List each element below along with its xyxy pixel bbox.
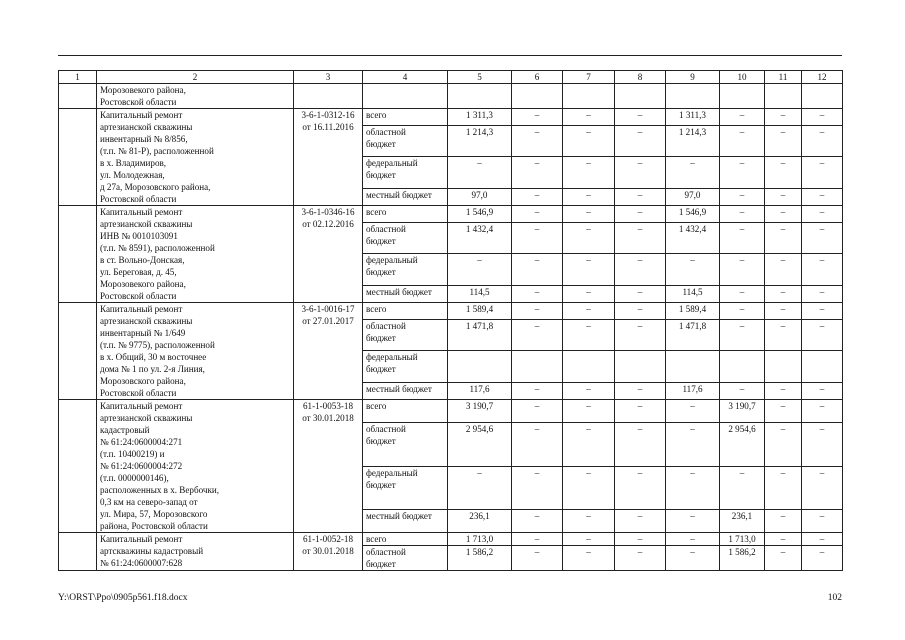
value-cell <box>563 351 615 383</box>
empty-cell <box>563 84 615 109</box>
funding-source-cell <box>363 286 448 303</box>
text-line: бюджет <box>366 138 396 149</box>
text-line: бюджет <box>366 435 396 446</box>
text-line: от 30.01.2018 <box>302 413 354 423</box>
text-line: местный бюджет <box>366 190 432 201</box>
value-cell: – <box>802 510 843 533</box>
value-cell: – <box>666 546 720 571</box>
value-cell: – <box>563 510 615 533</box>
document-code-cell <box>294 206 363 303</box>
text-line: областной <box>366 547 406 557</box>
value-cell: – <box>802 189 843 206</box>
value-cell: – <box>563 222 615 254</box>
text-line: федеральный <box>366 158 418 169</box>
text-line: в ст. Вольно-Донская, <box>100 255 185 265</box>
text-line: № 61:24:0600004:272 <box>100 461 183 471</box>
value-cell: – <box>563 189 615 206</box>
value-cell: 1 546,9 <box>666 206 720 223</box>
value-cell: – <box>720 254 765 286</box>
text-line: от 02.12.2016 <box>302 219 354 229</box>
table-row <box>59 303 843 320</box>
text-line: областной <box>366 320 406 331</box>
value-cell: – <box>720 157 765 189</box>
value-cell: – <box>512 222 563 254</box>
text-line: местный бюджет <box>366 511 432 522</box>
value-cell: – <box>615 189 666 206</box>
value-cell: – <box>720 319 765 351</box>
value-cell: – <box>512 109 563 126</box>
funding-source-cell <box>363 206 448 223</box>
funding-source-cell <box>363 510 448 533</box>
value-cell: 1 713,0 <box>448 533 512 546</box>
value-cell: – <box>512 533 563 546</box>
value-cell: – <box>765 319 802 351</box>
document-code-cell <box>294 533 363 571</box>
text-line: Капитальный ремонт <box>100 534 183 544</box>
text-line: федеральный <box>366 255 418 266</box>
funding-source-cell <box>363 319 448 351</box>
value-cell: – <box>512 157 563 189</box>
value-cell: – <box>765 466 802 510</box>
value-cell <box>615 351 666 383</box>
text-line: Капитальный ремонт <box>100 207 183 217</box>
text-line: Морозовекого района, <box>100 279 186 289</box>
value-cell: – <box>512 466 563 510</box>
value-cell: 1 432,4 <box>448 222 512 254</box>
value-cell: – <box>765 303 802 320</box>
value-cell <box>666 351 720 383</box>
text-line: (т.п. № 9775), расположенной <box>100 340 215 350</box>
page-number: 102 <box>827 593 842 603</box>
value-cell: – <box>563 206 615 223</box>
value-cell: – <box>615 222 666 254</box>
value-cell <box>765 351 802 383</box>
text-line: всего <box>366 110 387 120</box>
text-line: артезианской скважины <box>100 219 193 229</box>
text-line: бюджет <box>366 479 396 490</box>
empty-cell <box>615 84 666 109</box>
value-cell: – <box>720 383 765 400</box>
value-cell: – <box>666 533 720 546</box>
value-cell: – <box>720 303 765 320</box>
index-cell <box>59 400 97 533</box>
empty-cell <box>666 84 720 109</box>
value-cell: – <box>512 546 563 571</box>
text-line: Морозовского района, <box>100 376 186 386</box>
funding-source-cell <box>363 466 448 510</box>
header-row <box>59 71 843 84</box>
value-cell: 1 589,4 <box>448 303 512 320</box>
value-cell: – <box>666 466 720 510</box>
value-cell <box>802 351 843 383</box>
text-line: ул. Береговая, д. 45, <box>100 267 177 277</box>
value-cell: – <box>666 254 720 286</box>
value-cell: – <box>765 286 802 303</box>
value-cell: 1 589,4 <box>666 303 720 320</box>
column-number: 12 <box>802 71 843 84</box>
text-line: от 27.01.2017 <box>302 316 354 326</box>
value-cell: – <box>802 222 843 254</box>
value-cell: – <box>802 286 843 303</box>
value-cell: 114,5 <box>448 286 512 303</box>
text-line: инвентарный № 8/856, <box>100 134 188 144</box>
text-line: бюджет <box>366 559 396 569</box>
value-cell: – <box>802 254 843 286</box>
value-cell: 2 954,6 <box>448 422 512 466</box>
description-cell <box>97 400 294 533</box>
value-cell: – <box>563 157 615 189</box>
text-line: (т.п. 0000000146), <box>100 473 169 483</box>
text-line: артезианской скважины <box>100 413 193 423</box>
value-cell: – <box>765 510 802 533</box>
column-number: 3 <box>294 71 363 84</box>
value-cell: – <box>720 125 765 157</box>
value-cell: – <box>512 189 563 206</box>
text-line: ул. Молодежная, <box>100 170 165 180</box>
table-row <box>59 206 843 223</box>
value-cell: – <box>615 206 666 223</box>
description-cell <box>97 303 294 400</box>
text-line: Ростовской области <box>100 388 177 398</box>
value-cell: – <box>563 109 615 126</box>
funding-source-cell <box>363 109 448 126</box>
value-cell: 1 311,3 <box>666 109 720 126</box>
value-cell: 97,0 <box>448 189 512 206</box>
empty-cell <box>802 84 843 109</box>
text-line: 0,3 км на северо-запад от <box>100 497 198 507</box>
column-number: 5 <box>448 71 512 84</box>
budget-table <box>58 70 843 571</box>
text-line: ул. Мира, 57, Морозовского <box>100 509 208 519</box>
value-cell <box>448 351 512 383</box>
value-cell: – <box>512 286 563 303</box>
funding-source-cell <box>363 533 448 546</box>
value-cell: 1 546,9 <box>448 206 512 223</box>
text-line: бюджет <box>366 267 396 278</box>
funding-source-cell <box>363 254 448 286</box>
text-line: № 61:24:0600007:628 <box>100 558 183 568</box>
empty-cell <box>720 84 765 109</box>
value-cell: – <box>802 303 843 320</box>
value-cell: – <box>563 466 615 510</box>
value-cell: – <box>802 125 843 157</box>
text-line: от 16.11.2016 <box>302 122 354 132</box>
value-cell: – <box>720 109 765 126</box>
value-cell: 117,6 <box>666 383 720 400</box>
value-cell: – <box>615 466 666 510</box>
text-line: областной <box>366 423 406 434</box>
value-cell: – <box>615 422 666 466</box>
value-cell: – <box>615 319 666 351</box>
text-line: бюджет <box>366 364 396 375</box>
funding-source-cell <box>363 222 448 254</box>
value-cell: – <box>563 303 615 320</box>
value-cell: 1 214,3 <box>448 125 512 157</box>
column-number: 6 <box>512 71 563 84</box>
value-cell: – <box>615 157 666 189</box>
text-line: всего <box>366 401 387 411</box>
text-line: района, Ростовской области <box>100 521 208 531</box>
value-cell: – <box>615 109 666 126</box>
column-number: 10 <box>720 71 765 84</box>
value-cell: – <box>765 189 802 206</box>
value-cell: – <box>765 254 802 286</box>
value-cell: – <box>563 383 615 400</box>
document-code-cell <box>294 400 363 533</box>
value-cell: – <box>720 466 765 510</box>
text-line: артскважины кадастровый <box>100 546 204 556</box>
value-cell: 3 190,7 <box>448 400 512 423</box>
value-cell: – <box>666 422 720 466</box>
column-number: 4 <box>363 71 448 84</box>
value-cell: – <box>765 157 802 189</box>
value-cell: – <box>512 125 563 157</box>
empty-cell <box>765 84 802 109</box>
funding-source-cell <box>363 422 448 466</box>
value-cell: – <box>765 125 802 157</box>
value-cell: – <box>563 422 615 466</box>
column-number: 9 <box>666 71 720 84</box>
value-cell: – <box>802 383 843 400</box>
text-line: дома № 1 по ул. 2-я Линия, <box>100 364 205 374</box>
value-cell: – <box>615 303 666 320</box>
value-cell: – <box>512 254 563 286</box>
value-cell: – <box>802 319 843 351</box>
value-cell: – <box>615 286 666 303</box>
text-line: № 61:24:0600004:271 <box>100 437 183 447</box>
value-cell: – <box>512 510 563 533</box>
value-cell: 114,5 <box>666 286 720 303</box>
value-cell: – <box>720 286 765 303</box>
value-cell: 236,1 <box>720 510 765 533</box>
value-cell: – <box>512 422 563 466</box>
value-cell: – <box>563 533 615 546</box>
text-line: (т.п. № 8591), расположенной <box>100 243 215 253</box>
funding-source-cell <box>363 189 448 206</box>
value-cell: – <box>802 206 843 223</box>
text-line: ИНВ № 0010103091 <box>100 231 178 241</box>
value-cell: – <box>563 319 615 351</box>
value-cell: – <box>563 400 615 423</box>
value-cell: 3 190,7 <box>720 400 765 423</box>
text-line: всего <box>366 534 387 544</box>
value-cell: – <box>666 157 720 189</box>
value-cell: – <box>563 254 615 286</box>
empty-cell <box>512 84 563 109</box>
text-line: местный бюджет <box>366 287 432 298</box>
text-line: Капитальный ремонт <box>100 110 183 120</box>
value-cell: – <box>448 466 512 510</box>
value-cell: – <box>563 125 615 157</box>
value-cell: 1 471,8 <box>666 319 720 351</box>
value-cell: – <box>765 546 802 571</box>
column-number: 7 <box>563 71 615 84</box>
text-line: кадастровый <box>100 425 150 435</box>
value-cell: – <box>615 546 666 571</box>
funding-source-cell <box>363 157 448 189</box>
text-line: в х. Общий, 30 м восточнее <box>100 352 207 362</box>
value-cell: – <box>802 466 843 510</box>
text-line: в х. Владимиров, <box>100 158 167 168</box>
text-line: 3-6-1-0016-17 <box>301 304 355 314</box>
value-cell: – <box>448 157 512 189</box>
table-row <box>59 400 843 423</box>
table-row <box>59 109 843 126</box>
value-cell: – <box>615 254 666 286</box>
column-number: 1 <box>59 71 97 84</box>
value-cell: – <box>765 533 802 546</box>
value-cell: – <box>512 400 563 423</box>
value-cell: 117,6 <box>448 383 512 400</box>
text-line: 3-6-1-0312-16 <box>301 110 355 120</box>
value-cell: 1 713,0 <box>720 533 765 546</box>
empty-cell <box>448 84 512 109</box>
value-cell: – <box>512 383 563 400</box>
value-cell: – <box>765 422 802 466</box>
text-line: (т.п. 10400219) и <box>100 449 165 459</box>
funding-source-cell <box>363 125 448 157</box>
text-line: (т.п. № 81-Р), расположенной <box>100 146 214 156</box>
value-cell: – <box>615 400 666 423</box>
value-cell: – <box>765 400 802 423</box>
value-cell: – <box>802 422 843 466</box>
text-line: от 30.01.2018 <box>302 546 354 556</box>
text-line: всего <box>366 304 387 314</box>
text-line: Ростовской области <box>100 97 177 107</box>
document-code-cell <box>294 303 363 400</box>
value-cell: – <box>615 383 666 400</box>
text-line: Ростовской области <box>100 291 177 301</box>
description-cell <box>97 109 294 206</box>
value-cell: – <box>765 206 802 223</box>
page-top-rule <box>58 55 842 56</box>
document-code-cell <box>294 109 363 206</box>
text-line: бюджет <box>366 170 396 181</box>
empty-cell <box>59 84 97 109</box>
column-number: 11 <box>765 71 802 84</box>
value-cell: – <box>666 400 720 423</box>
index-cell <box>59 533 97 571</box>
index-cell <box>59 303 97 400</box>
value-cell: – <box>512 303 563 320</box>
value-cell: 1 471,8 <box>448 319 512 351</box>
value-cell: 1 586,2 <box>448 546 512 571</box>
table-row <box>59 533 843 546</box>
text-line: Морозовекого района, <box>100 85 186 95</box>
value-cell: – <box>615 533 666 546</box>
value-cell: 97,0 <box>666 189 720 206</box>
text-line: местный бюджет <box>366 384 432 395</box>
value-cell: – <box>802 400 843 423</box>
text-line: инвентарный № 1/649 <box>100 328 186 338</box>
value-cell: – <box>563 546 615 571</box>
funding-source-cell <box>363 400 448 423</box>
text-line: 61-1-0052-18 <box>302 534 353 544</box>
index-cell <box>59 109 97 206</box>
value-cell: – <box>720 222 765 254</box>
value-cell: – <box>802 109 843 126</box>
text-line: областной <box>366 223 406 234</box>
description-cell <box>97 206 294 303</box>
value-cell: 1 586,2 <box>720 546 765 571</box>
value-cell: – <box>666 510 720 533</box>
value-cell: – <box>615 510 666 533</box>
text-line: всего <box>366 207 387 217</box>
value-cell: – <box>802 546 843 571</box>
index-cell <box>59 206 97 303</box>
value-cell: 1 432,4 <box>666 222 720 254</box>
value-cell: 2 954,6 <box>720 422 765 466</box>
column-number: 2 <box>97 71 294 84</box>
funding-source-cell <box>363 351 448 383</box>
value-cell: – <box>512 206 563 223</box>
empty-cell <box>363 84 448 109</box>
value-cell: – <box>563 286 615 303</box>
value-cell: 1 214,3 <box>666 125 720 157</box>
description-cell <box>97 84 294 109</box>
empty-cell <box>294 84 363 109</box>
text-line: артезианской скважины <box>100 122 193 132</box>
text-line: 3-6-1-0346-16 <box>301 207 355 217</box>
funding-source-cell <box>363 383 448 400</box>
file-path: Y:\ORST\Ppo\0905p561.f18.docx <box>58 593 188 603</box>
funding-source-cell <box>363 546 448 571</box>
funding-source-cell <box>363 303 448 320</box>
continuation-row <box>59 84 843 109</box>
value-cell: – <box>765 383 802 400</box>
value-cell: – <box>720 206 765 223</box>
value-cell: – <box>802 157 843 189</box>
value-cell: – <box>720 189 765 206</box>
description-cell <box>97 533 294 571</box>
text-line: д 27а, Морозовского района, <box>100 182 211 192</box>
text-line: Капитальный ремонт <box>100 304 183 314</box>
text-line: областной <box>366 126 406 137</box>
text-line: Капитальный ремонт <box>100 401 183 411</box>
column-number: 8 <box>615 71 666 84</box>
value-cell: – <box>802 533 843 546</box>
text-line: бюджет <box>366 332 396 343</box>
text-line: федеральный <box>366 352 418 363</box>
text-line: бюджет <box>366 235 396 246</box>
text-line: артезианской скважины <box>100 316 193 326</box>
text-line: Ростовской области <box>100 194 177 204</box>
value-cell: – <box>512 319 563 351</box>
value-cell: 236,1 <box>448 510 512 533</box>
value-cell: – <box>448 254 512 286</box>
text-line: федеральный <box>366 467 418 478</box>
value-cell <box>720 351 765 383</box>
value-cell <box>512 351 563 383</box>
text-line: расположенных в х. Вербочки, <box>100 485 220 495</box>
value-cell: – <box>615 125 666 157</box>
value-cell: 1 311,3 <box>448 109 512 126</box>
text-line: 61-1-0053-18 <box>302 401 353 411</box>
value-cell: – <box>765 109 802 126</box>
value-cell: – <box>765 222 802 254</box>
